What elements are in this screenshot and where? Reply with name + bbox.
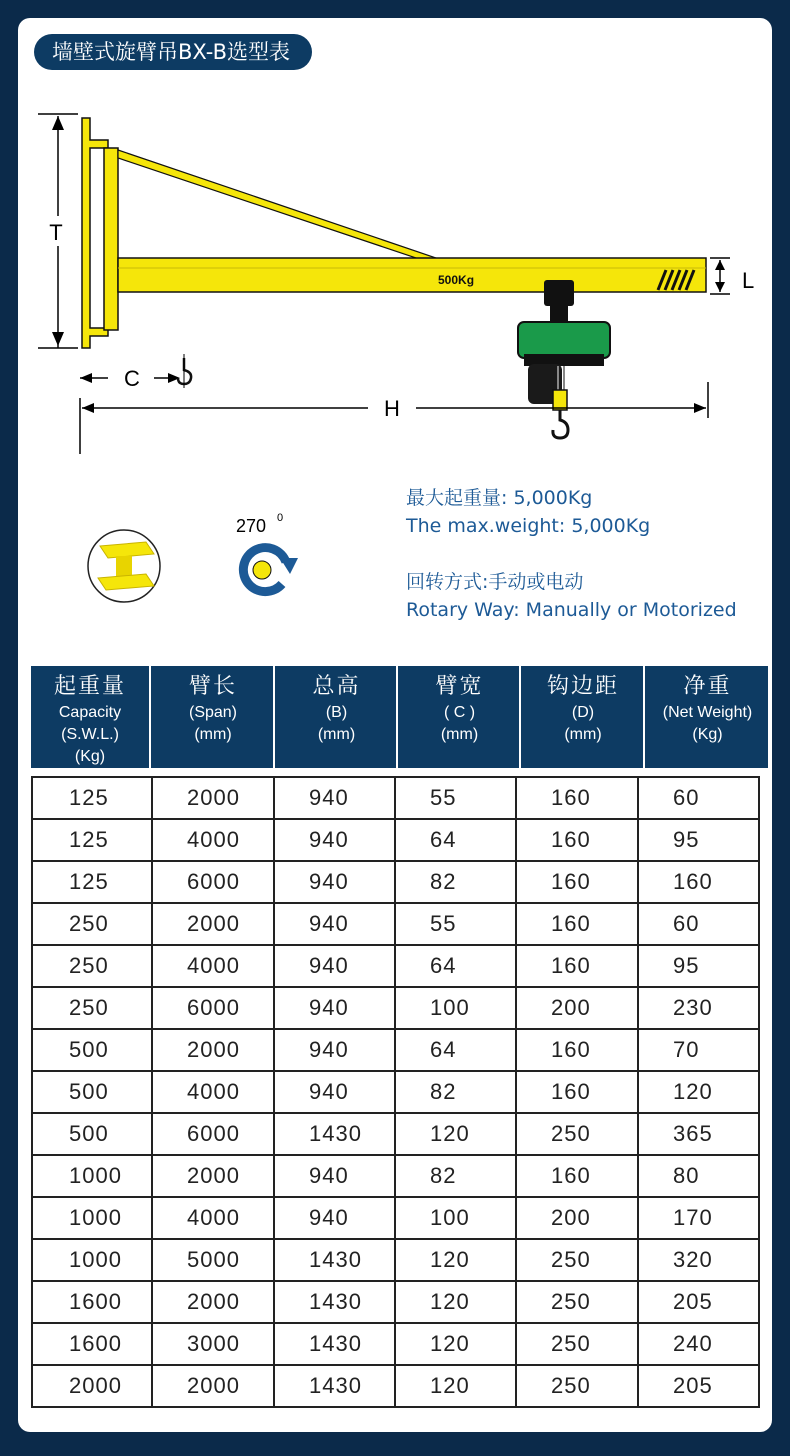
header-zh: 钩边距 bbox=[546, 674, 619, 699]
table-cell: 125 bbox=[33, 862, 153, 902]
table-cell: 82 bbox=[396, 862, 517, 902]
table-cell: 250 bbox=[33, 946, 153, 986]
table-cell: 6000 bbox=[153, 1114, 275, 1154]
table-cell: 250 bbox=[517, 1240, 639, 1280]
table-cell: 125 bbox=[33, 820, 153, 860]
dim-label-h: H bbox=[384, 396, 400, 421]
table-body bbox=[31, 776, 760, 1408]
table-cell: 80 bbox=[673, 1163, 700, 1188]
header-en2: (S.W.L.) bbox=[61, 726, 119, 743]
table-cell: 365 bbox=[673, 1121, 713, 1146]
table-cell: 4000 bbox=[153, 946, 275, 986]
table-cell: 240 bbox=[673, 1331, 713, 1356]
table-cell: 250 bbox=[33, 988, 153, 1028]
table-cell: 160 bbox=[517, 1072, 639, 1112]
table-cell: 125 bbox=[33, 778, 153, 818]
table-cell: 55 bbox=[396, 904, 517, 944]
table-row bbox=[33, 1198, 758, 1240]
electric-hoist bbox=[518, 280, 610, 438]
table-cell: 6000 bbox=[153, 862, 275, 902]
spec-notes bbox=[406, 484, 737, 624]
table-cell: 120 bbox=[396, 1366, 517, 1406]
table-cell: 500 bbox=[33, 1114, 153, 1154]
table-row bbox=[33, 1030, 758, 1072]
table-cell: 250 bbox=[517, 1282, 639, 1322]
table-cell: 940 bbox=[275, 820, 396, 860]
table-cell: 120 bbox=[396, 1282, 517, 1322]
table-cell: 64 bbox=[396, 946, 517, 986]
table-cell: 250 bbox=[33, 904, 153, 944]
table-cell: 70 bbox=[673, 1037, 700, 1062]
table-cell: 160 bbox=[517, 862, 639, 902]
table-cell: 2000 bbox=[153, 1366, 275, 1406]
table-cell: 205 bbox=[673, 1289, 713, 1314]
rotation-degree: 0 bbox=[277, 512, 284, 524]
table-row bbox=[33, 1072, 758, 1114]
table-cell: 2000 bbox=[153, 1282, 275, 1322]
header-zh: 臂宽 bbox=[435, 674, 484, 699]
rotary-way-en: Rotary Way: Manually or Motorized bbox=[406, 599, 737, 621]
column-header bbox=[400, 666, 521, 768]
table-cell: 230 bbox=[673, 995, 713, 1020]
table-cell: 940 bbox=[275, 988, 396, 1028]
table-cell: 940 bbox=[275, 1072, 396, 1112]
table-row bbox=[33, 988, 758, 1030]
table-cell: 4000 bbox=[153, 1198, 275, 1238]
table-row bbox=[33, 1324, 758, 1366]
table-cell: 64 bbox=[396, 820, 517, 860]
table-cell: 160 bbox=[517, 778, 639, 818]
table-cell: 55 bbox=[396, 778, 517, 818]
table-row bbox=[33, 862, 758, 904]
table-cell: 2000 bbox=[153, 904, 275, 944]
table-cell: 940 bbox=[275, 778, 396, 818]
table-cell: 3000 bbox=[153, 1324, 275, 1364]
table-row bbox=[33, 820, 758, 862]
table-row bbox=[33, 1114, 758, 1156]
i-beam-icon bbox=[88, 530, 160, 602]
max-weight-en: The max.weight: 5,000Kg bbox=[406, 515, 651, 537]
rotation-angle: 270 bbox=[236, 516, 267, 536]
table-cell: 2000 bbox=[33, 1366, 153, 1406]
table-row bbox=[33, 904, 758, 946]
table-cell: 2000 bbox=[153, 1030, 275, 1070]
dim-label-t: T bbox=[49, 220, 63, 245]
table-cell: 500 bbox=[33, 1030, 153, 1070]
header-en: (Span) bbox=[188, 704, 238, 721]
table-cell: 200 bbox=[517, 988, 639, 1028]
table-cell: 6000 bbox=[153, 988, 275, 1028]
table-cell: 4000 bbox=[153, 1072, 275, 1112]
header-unit: (mm) bbox=[194, 726, 232, 743]
table-cell: 200 bbox=[517, 1198, 639, 1238]
table-cell: 160 bbox=[517, 1030, 639, 1070]
table-cell: 120 bbox=[396, 1240, 517, 1280]
table-cell: 120 bbox=[673, 1079, 713, 1104]
table-cell: 205 bbox=[673, 1373, 713, 1398]
table-row bbox=[33, 1366, 758, 1408]
table-cell: 500 bbox=[33, 1072, 153, 1112]
table-cell: 100 bbox=[396, 1198, 517, 1238]
dim-label-l: L bbox=[742, 268, 755, 293]
table-cell: 160 bbox=[517, 1156, 639, 1196]
header-zh: 起重量 bbox=[53, 674, 126, 699]
page-title: 墙壁式旋臂吊BX-B选型表 bbox=[34, 34, 312, 70]
table-cell: 170 bbox=[673, 1205, 713, 1230]
spec-card bbox=[18, 18, 772, 1432]
header-en: ( C ) bbox=[443, 704, 476, 721]
table-cell: 940 bbox=[275, 1198, 396, 1238]
table-cell: 1430 bbox=[275, 1240, 396, 1280]
table-cell: 4000 bbox=[153, 820, 275, 860]
header-unit: (mm) bbox=[317, 726, 356, 743]
table-header bbox=[31, 666, 760, 768]
table-cell: 95 bbox=[673, 953, 700, 978]
header-unit: (Kg) bbox=[692, 726, 723, 743]
table-row bbox=[33, 946, 758, 988]
table-cell: 160 bbox=[673, 869, 713, 894]
table-cell: 2000 bbox=[153, 778, 275, 818]
table-cell: 250 bbox=[517, 1366, 639, 1406]
table-cell: 940 bbox=[275, 904, 396, 944]
column-header bbox=[31, 666, 151, 768]
table-cell: 1600 bbox=[33, 1282, 153, 1322]
table-cell: 160 bbox=[517, 946, 639, 986]
column-header bbox=[523, 666, 645, 768]
table-cell: 1000 bbox=[33, 1198, 153, 1238]
header-en: (Net Weight) bbox=[662, 704, 753, 721]
table-cell: 60 bbox=[673, 911, 700, 936]
table-cell: 82 bbox=[396, 1072, 517, 1112]
table-cell: 160 bbox=[517, 904, 639, 944]
table-row bbox=[33, 778, 758, 820]
table-cell: 1430 bbox=[275, 1366, 396, 1406]
table-cell: 940 bbox=[275, 946, 396, 986]
table-cell: 250 bbox=[517, 1324, 639, 1364]
table-cell: 940 bbox=[275, 1030, 396, 1070]
max-weight-zh: 最大起重量: 5,000Kg bbox=[406, 487, 593, 509]
table-cell: 60 bbox=[673, 785, 700, 810]
table-row bbox=[33, 1156, 758, 1198]
table-cell: 120 bbox=[396, 1114, 517, 1154]
table-cell: 250 bbox=[517, 1114, 639, 1154]
table-cell: 1000 bbox=[33, 1240, 153, 1280]
table-cell: 95 bbox=[673, 827, 700, 852]
header-zh: 净重 bbox=[683, 674, 732, 699]
table-cell: 1430 bbox=[275, 1324, 396, 1364]
table-cell: 100 bbox=[396, 988, 517, 1028]
dim-label-c: C bbox=[124, 366, 140, 391]
header-unit: (mm) bbox=[440, 726, 479, 743]
table-cell: 940 bbox=[275, 862, 396, 902]
table-cell: 160 bbox=[517, 820, 639, 860]
header-zh: 总高 bbox=[312, 674, 361, 699]
table-cell: 1430 bbox=[275, 1114, 396, 1154]
table-cell: 1430 bbox=[275, 1282, 396, 1322]
table-cell: 2000 bbox=[153, 1156, 275, 1196]
header-en: Capacity bbox=[58, 704, 122, 721]
rotation-icon bbox=[236, 512, 298, 592]
table-cell: 82 bbox=[396, 1156, 517, 1196]
rotary-way-zh: 回转方式:手动或电动 bbox=[406, 571, 584, 593]
header-unit: (mm) bbox=[564, 726, 602, 743]
selection-table bbox=[31, 666, 760, 1408]
header-en: (B) bbox=[325, 704, 348, 721]
table-cell: 320 bbox=[673, 1247, 713, 1272]
table-cell: 5000 bbox=[153, 1240, 275, 1280]
header-unit: (Kg) bbox=[74, 748, 106, 765]
boom-load-label: 500Kg bbox=[438, 273, 475, 287]
column-header bbox=[647, 666, 768, 768]
table-cell: 1600 bbox=[33, 1324, 153, 1364]
header-en: (D) bbox=[571, 704, 595, 721]
header-zh: 臂长 bbox=[188, 674, 237, 699]
table-row bbox=[33, 1240, 758, 1282]
column-header bbox=[277, 666, 398, 768]
column-header bbox=[153, 666, 275, 768]
table-row bbox=[33, 1282, 758, 1324]
table-cell: 120 bbox=[396, 1324, 517, 1364]
table-cell: 64 bbox=[396, 1030, 517, 1070]
table-cell: 940 bbox=[275, 1156, 396, 1196]
table-cell: 1000 bbox=[33, 1156, 153, 1196]
